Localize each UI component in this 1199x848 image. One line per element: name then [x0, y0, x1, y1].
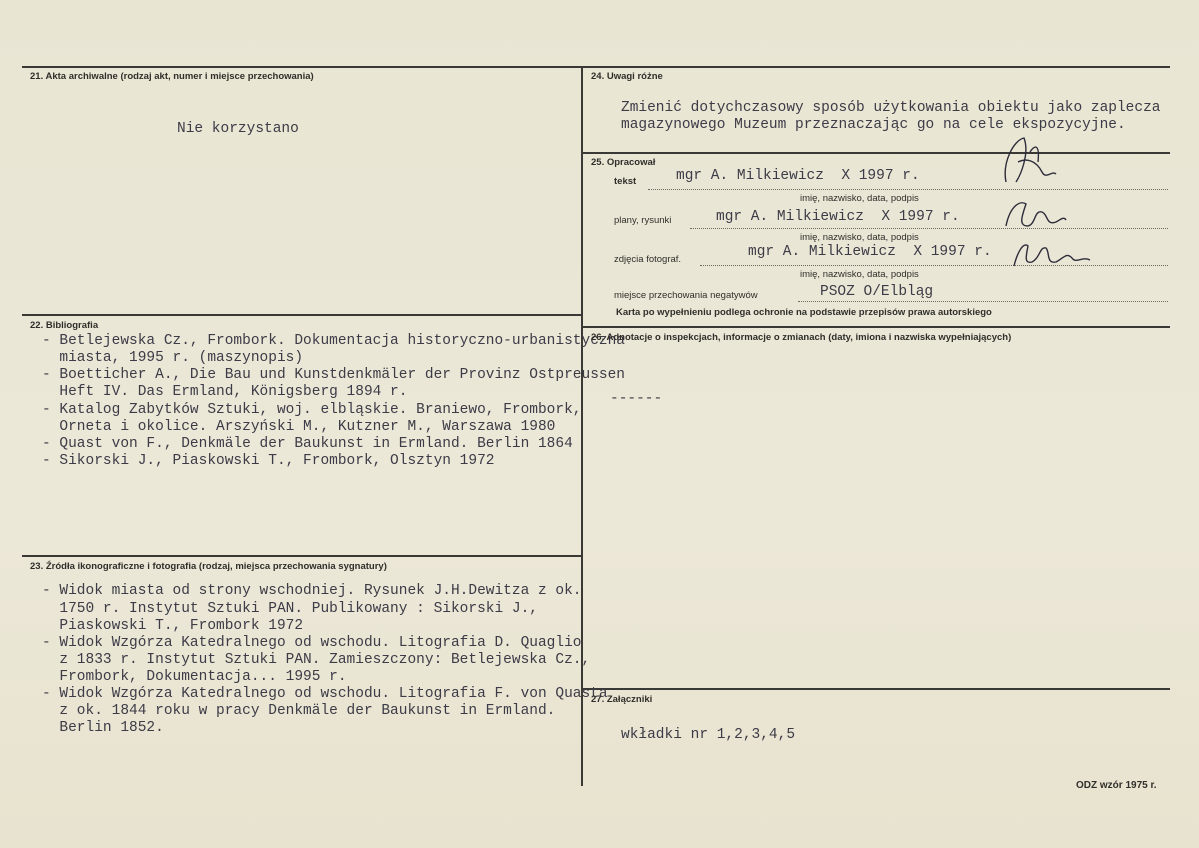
- bibliography-line: - Sikorski J., Piaskowski T., Frombork, Olsztyn 1972: [42, 453, 495, 469]
- plany-label: plany, rysunki: [614, 215, 672, 226]
- plany-sublabel: imię, nazwisko, data, podpis: [800, 232, 919, 243]
- section-26-label: 26. Adnotacje o inspekcjach, informacje o zmianach (daty, imiona i nazwiska wypełniających): [591, 332, 1012, 343]
- signature-plany: [1000, 196, 1070, 236]
- zdjecia-sublabel: imię, nazwisko, data, podpis: [800, 269, 919, 280]
- iconography-line: - Widok Wzgórza Katedralnego od wschodu. Litografia F. von Quasta: [42, 686, 608, 702]
- iconography-line: Piaskowski T., Frombork 1972: [42, 618, 304, 634]
- center-divider: [581, 66, 583, 786]
- rule-24-25: [583, 152, 1170, 154]
- iconography-line: - Widok miasta od strony wschodniej. Rysunek J.H.Dewitza z ok.: [42, 583, 582, 599]
- karta-note: Karta po wypełnieniu podlega ochronie na podstawie przepisów prawa autorskiego: [616, 307, 992, 318]
- tekst-dotted-line: [648, 189, 1168, 190]
- rule-21-22: [22, 314, 581, 316]
- section-21-label: 21. Akta archiwalne (rodzaj akt, numer i miejsce przechowania): [30, 71, 314, 82]
- section-21-value: Nie korzystano: [177, 121, 299, 137]
- top-rule: [22, 66, 1170, 68]
- plany-dotted-line: [690, 228, 1168, 229]
- plany-value: mgr A. Milkiewicz X 1997 r.: [716, 209, 960, 225]
- section-24-line: magazynowego Muzeum przeznaczając go na cele ekspozycyjne.: [621, 117, 1126, 133]
- section-22-label: 22. Bibliografia: [30, 320, 99, 331]
- zdjecia-label: zdjęcia fotograf.: [614, 254, 682, 265]
- section-25-label: 25. Opracował: [591, 157, 656, 168]
- section-24-label: 24. Uwagi różne: [591, 71, 663, 82]
- zdjecia-value: mgr A. Milkiewicz X 1997 r.: [748, 244, 992, 260]
- rule-25-26: [583, 326, 1170, 328]
- tekst-value: mgr A. Milkiewicz X 1997 r.: [676, 168, 920, 184]
- iconography-line: 1750 r. Instytut Sztuki PAN. Publikowany : Sikorski J.,: [42, 601, 538, 617]
- iconography-line: - Widok Wzgórza Katedralnego od wschodu. Litografia D. Quaglio: [42, 635, 582, 651]
- bibliography-line: Heft IV. Das Ermland, Königsberg 1894 r.: [42, 384, 408, 400]
- rule-26-27: [583, 688, 1170, 690]
- iconography-line: Berlin 1852.: [42, 720, 164, 736]
- section-24-line: Zmienić dotychczasowy sposób użytkowania obiektu jako zaplecza: [621, 100, 1161, 116]
- signature-zdjecia: [1010, 236, 1100, 272]
- signature-tekst: [996, 132, 1066, 192]
- form-footer: ODZ wzór 1975 r.: [1076, 780, 1157, 791]
- section-27-value: wkładki nr 1,2,3,4,5: [621, 727, 796, 743]
- rule-22-23: [22, 555, 581, 557]
- section-23-label: 23. Źródła ikonograficzne i fotografia (rodzaj, miejsca przechowania sygnatury): [30, 561, 387, 572]
- negatywy-value: PSOZ O/Elbląg: [820, 284, 934, 300]
- tekst-sublabel: imię, nazwisko, data, podpis: [800, 193, 919, 204]
- iconography-line: z 1833 r. Instytut Sztuki PAN. Zamieszczony: Betlejewska Cz.,: [42, 652, 591, 668]
- section-27-label: 27. Załączniki: [591, 694, 653, 705]
- negatywy-dotted-line: [798, 301, 1168, 302]
- bibliography-line: miasta, 1995 r. (maszynopis): [42, 350, 304, 366]
- bibliography-line: - Quast von F., Denkmäle der Baukunst in Ermland. Berlin 1864: [42, 436, 573, 452]
- iconography-line: Frombork, Dokumentacja... 1995 r.: [42, 669, 347, 685]
- tekst-label: tekst: [614, 176, 637, 187]
- bibliography-line: - Katalog Zabytków Sztuki, woj. elbląskie. Braniewo, Frombork,: [42, 402, 582, 418]
- negatywy-label: miejsce przechowania negatywów: [614, 290, 758, 301]
- bibliography-line: - Betlejewska Cz., Frombork. Dokumentacja historyczno-urbanistyczna: [42, 333, 625, 349]
- bibliography-line: Orneta i okolice. Arszyński M., Kutzner M., Warszawa 1980: [42, 419, 556, 435]
- bibliography-line: - Boetticher A., Die Bau und Kunstdenkmäler der Provinz Ostpreussen: [42, 367, 625, 383]
- section-26-value: ------: [610, 391, 663, 407]
- iconography-line: z ok. 1844 roku w pracy Denkmäle der Baukunst in Ermland.: [42, 703, 556, 719]
